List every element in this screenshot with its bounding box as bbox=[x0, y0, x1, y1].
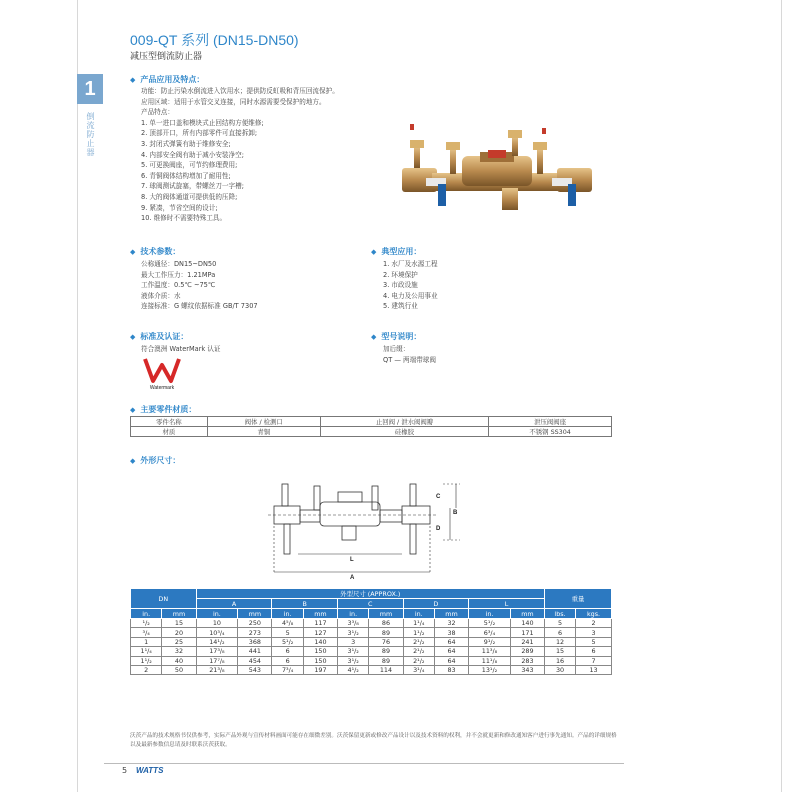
table-cell: 4⁵/₈ bbox=[272, 619, 303, 628]
table-cell: 368 bbox=[238, 637, 272, 646]
diamond-icon: ◆ bbox=[130, 406, 136, 414]
left-margin-rule bbox=[77, 0, 78, 792]
table-cell: 青铜 bbox=[207, 427, 320, 437]
table-cell: 5¹/₂ bbox=[272, 637, 303, 646]
footer-rule bbox=[104, 763, 624, 764]
dim-label-l: L bbox=[350, 557, 354, 563]
table-cell: 6 bbox=[272, 647, 303, 656]
table-cell: ¹/₂ bbox=[131, 619, 162, 628]
table-cell: 9¹/₂ bbox=[469, 637, 511, 646]
table-cell: 13¹/₂ bbox=[469, 665, 511, 674]
certification-text: 符合澳洲 WaterMark 认证 bbox=[141, 345, 221, 353]
header-weight: 重量 bbox=[545, 589, 612, 609]
table-cell: 64 bbox=[434, 656, 468, 665]
table-cell: 1¹/₂ bbox=[403, 628, 434, 637]
unit-header: lbs. bbox=[545, 609, 576, 619]
features-line: 8. 大的阀体通道可提供低的压降; bbox=[141, 192, 238, 201]
model-heading: ◆ 型号说明： bbox=[371, 332, 422, 341]
unit-header: in. bbox=[338, 609, 369, 619]
table-cell: 117 bbox=[303, 619, 337, 628]
table-cell: 250 bbox=[238, 619, 272, 628]
model-line: QT — 两端带球阀 bbox=[383, 355, 436, 364]
features-line: 2. 顶部开口，所有内部零件可直接拆卸; bbox=[141, 129, 258, 138]
unit-header: mm bbox=[510, 609, 544, 619]
table-cell: 441 bbox=[238, 647, 272, 656]
table-cell: 64 bbox=[434, 647, 468, 656]
model-list bbox=[383, 344, 436, 365]
watermark-logo bbox=[142, 357, 182, 391]
table-cell: 454 bbox=[238, 656, 272, 665]
unit-header: mm bbox=[162, 609, 196, 619]
tech-heading: ◆ 技术参数： bbox=[130, 247, 181, 256]
features-line: 10. 维修时不需要特殊工具。 bbox=[141, 214, 227, 223]
tech-line: 液体介质：水 bbox=[141, 291, 181, 300]
table-cell: 20 bbox=[162, 628, 196, 637]
table-cell: 3³/₈ bbox=[338, 619, 369, 628]
table-cell: 12 bbox=[545, 637, 576, 646]
watts-logo: WATTS bbox=[136, 766, 164, 775]
diamond-icon: ◆ bbox=[130, 76, 136, 84]
header-col-c: C bbox=[338, 599, 404, 609]
unit-header: in. bbox=[403, 609, 434, 619]
unit-header: in. bbox=[272, 609, 303, 619]
features-line: 9. 紧凑，节省空间的设计; bbox=[141, 203, 218, 212]
features-line: 4. 内部安全阀有助于减小安装净空; bbox=[141, 150, 244, 159]
unit-header: mm bbox=[434, 609, 468, 619]
table-cell: 32 bbox=[162, 647, 196, 656]
table-cell: 5¹/₂ bbox=[469, 619, 511, 628]
table-cell: 25 bbox=[162, 637, 196, 646]
header-col-l: L bbox=[469, 599, 545, 609]
table-header-row bbox=[131, 599, 612, 609]
table-cell: 32 bbox=[434, 619, 468, 628]
table-cell: 6 bbox=[545, 628, 576, 637]
table-header-row bbox=[131, 589, 612, 599]
diamond-icon: ◆ bbox=[371, 333, 377, 341]
dim-label-a: A bbox=[350, 575, 355, 581]
features-line: 6. 青铜阀体结构增加了耐用性; bbox=[141, 171, 231, 180]
dim-label-d: D bbox=[436, 526, 441, 532]
table-cell: 3¹/₂ bbox=[338, 628, 369, 637]
header-dn: DN bbox=[131, 589, 197, 609]
table-cell: 2 bbox=[131, 665, 162, 674]
table-cell: 140 bbox=[303, 637, 337, 646]
features-line: 产品特点： bbox=[141, 108, 174, 117]
header-col-b: B bbox=[272, 599, 338, 609]
table-row bbox=[131, 619, 612, 628]
table-cell: 89 bbox=[369, 647, 403, 656]
table-cell: 2¹/₂ bbox=[403, 637, 434, 646]
table-cell: 14¹/₂ bbox=[196, 637, 238, 646]
table-unit-row bbox=[131, 609, 612, 619]
header-col-a: A bbox=[196, 599, 272, 609]
table-cell: 10 bbox=[196, 619, 238, 628]
table-cell: 5 bbox=[545, 619, 576, 628]
page-subtitle: 减压型倒流防止器 bbox=[130, 52, 203, 62]
table-cell: 1¹/₄ bbox=[403, 619, 434, 628]
table-cell: 273 bbox=[238, 628, 272, 637]
table-cell: 4¹/₂ bbox=[338, 665, 369, 674]
table-cell: 16 bbox=[545, 656, 576, 665]
table-cell: 171 bbox=[510, 628, 544, 637]
diamond-icon: ◆ bbox=[130, 248, 136, 256]
applications-list bbox=[383, 259, 438, 312]
table-cell: 38 bbox=[434, 628, 468, 637]
features-line: 5. 可更换阀座，可节约修理费用; bbox=[141, 161, 238, 170]
table-row bbox=[131, 665, 612, 674]
dim-label-c: C bbox=[436, 494, 441, 500]
dim-label-b: B bbox=[453, 510, 458, 516]
table-cell: 150 bbox=[303, 647, 337, 656]
table-cell: 硅橡胶 bbox=[320, 427, 488, 437]
table-cell: 材质 bbox=[131, 427, 208, 437]
table-cell: 76 bbox=[369, 637, 403, 646]
unit-header: mm bbox=[369, 609, 403, 619]
features-line: 应用区域：适用于水管交叉连接，同时水源需要受保护的地方。 bbox=[141, 97, 326, 106]
features-line: 1. 单一进口盖和模块式止回结构方便维修; bbox=[141, 118, 264, 127]
table-cell: 127 bbox=[303, 628, 337, 637]
table-cell: 止回阀 / 泄水阀阀瓣 bbox=[320, 417, 488, 427]
table-cell: 11³/₈ bbox=[469, 647, 511, 656]
applications-line: 1. 水厂及水源工程 bbox=[383, 260, 438, 268]
unit-header: mm bbox=[303, 609, 337, 619]
tech-line: 工作温度：0.5℃ ~75℃ bbox=[141, 281, 216, 290]
features-line: 功能：防止污染水倒流进入饮用水；提供防反虹吸和背压回流保护。 bbox=[141, 87, 339, 95]
table-cell: 3¹/₄ bbox=[403, 665, 434, 674]
model-line: 加后缀： bbox=[383, 345, 410, 353]
unit-header: kgs. bbox=[576, 609, 612, 619]
table-cell: 零件名称 bbox=[131, 417, 208, 427]
table-cell: 5 bbox=[576, 637, 612, 646]
table-row bbox=[131, 628, 612, 637]
table-row bbox=[131, 427, 612, 437]
table-cell: 2 bbox=[576, 619, 612, 628]
table-cell: 3¹/₂ bbox=[338, 647, 369, 656]
features-heading: ◆ 产品应用及特点： bbox=[130, 75, 205, 84]
table-cell: 1¹/₂ bbox=[131, 656, 162, 665]
table-cell: 50 bbox=[162, 665, 196, 674]
table-cell: 泄压阀阀座 bbox=[489, 417, 612, 427]
table-cell: 289 bbox=[510, 647, 544, 656]
chapter-label: 倒流防止器 bbox=[86, 112, 95, 157]
applications-line: 4. 电力及公用事业 bbox=[383, 291, 438, 300]
table-cell: 10³/₄ bbox=[196, 628, 238, 637]
table-cell: 543 bbox=[238, 665, 272, 674]
table-cell: 150 bbox=[303, 656, 337, 665]
applications-line: 3. 市政设施 bbox=[383, 281, 418, 290]
table-cell: 40 bbox=[162, 656, 196, 665]
tech-line: 公称通径：DN15~DN50 bbox=[141, 260, 217, 268]
table-cell: 21³/₈ bbox=[196, 665, 238, 674]
table-cell: 197 bbox=[303, 665, 337, 674]
applications-line: 2. 环境保护 bbox=[383, 270, 418, 279]
unit-header: in. bbox=[131, 609, 162, 619]
materials-heading: ◆ 主要零件材质： bbox=[130, 405, 197, 414]
features-line: 7. 球阀测试旋塞，带螺丝刀一字槽; bbox=[141, 182, 244, 191]
table-row bbox=[131, 637, 612, 646]
table-cell: 15 bbox=[162, 619, 196, 628]
page-number: 5 bbox=[122, 766, 128, 775]
table-cell: 64 bbox=[434, 637, 468, 646]
table-cell: 3 bbox=[338, 637, 369, 646]
page-title: 009-QT 系列 (DN15-DN50) bbox=[130, 32, 299, 48]
watermark-logo-text: Watermark bbox=[149, 385, 175, 391]
table-cell: 283 bbox=[510, 656, 544, 665]
features-list bbox=[141, 86, 339, 224]
applications-heading: ◆ 典型应用： bbox=[371, 247, 422, 256]
table-cell: 13 bbox=[576, 665, 612, 674]
valve-product-image bbox=[392, 118, 602, 218]
materials-table bbox=[130, 416, 612, 437]
table-cell: 7 bbox=[576, 656, 612, 665]
table-cell: 30 bbox=[545, 665, 576, 674]
table-cell: 11¹/₈ bbox=[469, 656, 511, 665]
dimensions-heading: ◆ 外形尺寸： bbox=[130, 456, 181, 465]
table-cell: 140 bbox=[510, 619, 544, 628]
tech-line: 最大工作压力：1.21MPa bbox=[141, 270, 216, 279]
unit-header: in. bbox=[469, 609, 511, 619]
chapter-number: 1 bbox=[77, 74, 103, 104]
table-cell: 114 bbox=[369, 665, 403, 674]
table-cell: 17³/₈ bbox=[196, 647, 238, 656]
diamond-icon: ◆ bbox=[130, 333, 136, 341]
header-col-d: D bbox=[403, 599, 469, 609]
dimensions-table bbox=[130, 588, 612, 675]
table-cell: 17⁷/₈ bbox=[196, 656, 238, 665]
right-margin-rule bbox=[781, 0, 782, 792]
unit-header: mm bbox=[238, 609, 272, 619]
certification-heading: ◆ 标准及认证： bbox=[130, 332, 189, 341]
table-cell: 1¹/₄ bbox=[131, 647, 162, 656]
table-cell: 3 bbox=[576, 628, 612, 637]
diamond-icon: ◆ bbox=[371, 248, 377, 256]
table-cell: 6 bbox=[576, 647, 612, 656]
table-row bbox=[131, 417, 612, 427]
table-cell: 343 bbox=[510, 665, 544, 674]
dimension-drawing bbox=[268, 474, 468, 582]
tech-line: 连接标准：G 螺纹依据标准 GB/T 7307 bbox=[141, 302, 258, 311]
table-cell: 86 bbox=[369, 619, 403, 628]
table-cell: 阀体 / 检测口 bbox=[207, 417, 320, 427]
header-group: 外型尺寸 (APPROX.) bbox=[196, 589, 544, 599]
table-cell: 83 bbox=[434, 665, 468, 674]
table-cell: 1 bbox=[131, 637, 162, 646]
unit-header: in. bbox=[196, 609, 238, 619]
diamond-icon: ◆ bbox=[130, 457, 136, 465]
table-cell: 15 bbox=[545, 647, 576, 656]
disclaimer-text: 沃茨产品的技术规格书仅供参考，实际产品外观与宣传材料画面可能存在细微差别。沃茨保留更新或修改产品设计以及技术资料的权利，并不会就更新和修改通知客户进行事先通知。产品的详细规格以及最新参数信息请及时联系沃茨获取。 bbox=[130, 733, 617, 748]
table-cell: 6³/₄ bbox=[469, 628, 511, 637]
table-cell: 2¹/₂ bbox=[403, 647, 434, 656]
table-cell: 2¹/₂ bbox=[403, 656, 434, 665]
dimensions-table-body bbox=[131, 619, 612, 675]
table-cell: 241 bbox=[510, 637, 544, 646]
applications-line: 5. 建筑行业 bbox=[383, 302, 418, 311]
table-cell: 5 bbox=[272, 628, 303, 637]
table-cell: 7³/₄ bbox=[272, 665, 303, 674]
features-line: 3. 封闭式弹簧有助于维修安全; bbox=[141, 139, 231, 148]
table-cell: 6 bbox=[272, 656, 303, 665]
table-cell: ³/₄ bbox=[131, 628, 162, 637]
table-cell: 3¹/₂ bbox=[338, 656, 369, 665]
table-row bbox=[131, 656, 612, 665]
table-cell: 89 bbox=[369, 656, 403, 665]
table-cell: 89 bbox=[369, 628, 403, 637]
table-cell: 不锈钢 SS304 bbox=[489, 427, 612, 437]
table-row bbox=[131, 647, 612, 656]
tech-list bbox=[141, 259, 258, 312]
